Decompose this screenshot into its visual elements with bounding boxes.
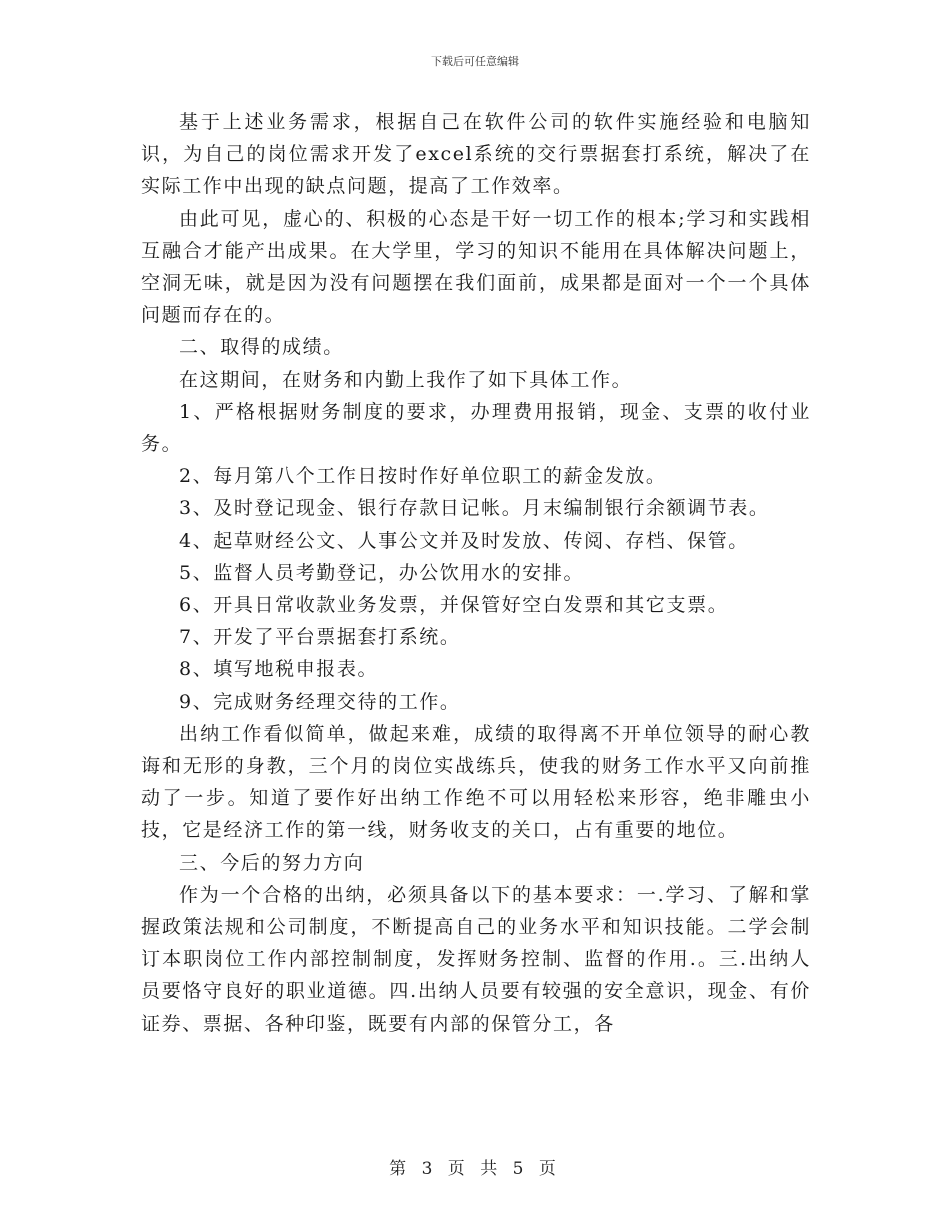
page-header: 下载后可任意编辑 [431, 55, 519, 68]
paragraph-cashier-reflection: 出纳工作看似简单，做起来难，成绩的取得离不开单位领导的耐心教诲和无形的身教，三个月的岗位实战练兵，使我的财务工作水平又向前推动了一步。知道了要作好出纳工作绝不可以用轻松来形容，绝非雕虫小技，它是经济工作的第一线，财务收支的关口，占有重要的地位。 [141, 722, 811, 842]
list-item: 9、完成财务经理交待的工作。 [179, 690, 461, 713]
list-item: 5、监督人员考勤登记，办公饮用水的安排。 [179, 561, 585, 584]
paragraph-work-intro: 在这期间，在财务和内勤上我作了如下具体工作。 [179, 368, 633, 391]
section-heading-achievements: 二、取得的成绩。 [179, 336, 344, 359]
document-body [141, 106, 811, 1040]
list-item: 4、起草财经公文、人事公文并及时发放、传阅、存档、保管。 [179, 529, 749, 552]
section-heading-future: 三、今后的努力方向 [179, 851, 365, 874]
paragraph-requirements: 作为一个合格的出纳，必须具备以下的基本要求：一.学习、了解和掌握政策法规和公司制度，不断提高自己的业务水平和知识技能。二学会制订本职岗位工作内部控制制度，发挥财务控制、监督的作用.。三.出纳人员要恪守良好的职业道德。四.出纳人员要有较强的安全意识，现金、有价证券、票据、各种印鉴，既要有内部的保管分工，各 [141, 883, 811, 1035]
paragraph-software-system: 基于上述业务需求，根据自己在软件公司的软件实施经验和电脑知识，为自己的岗位需求开发了excel系统的交行票据套打系统，解决了在实际工作中出现的缺点问题，提高了工作效率。 [141, 111, 811, 198]
list-item: 2、每月第八个工作日按时作好单位职工的薪金发放。 [179, 465, 667, 488]
list-item: 3、及时登记现金、银行存款日记帐。月末编制银行余额调节表。 [179, 497, 770, 520]
page-footer: 第 3 页 共 5 页 [389, 1159, 561, 1179]
list-item: 6、开具日常收款业务发票，并保管好空白发票和其它支票。 [179, 594, 729, 617]
list-item: 1、严格根据财务制度的要求，办理费用报销，现金、支票的收付业务。 [141, 400, 811, 456]
list-item: 7、开发了平台票据套打系统。 [179, 626, 461, 649]
paragraph-attitude: 由此可见，虚心的、积极的心态是干好一切工作的根本;学习和实践相互融合才能产出成果。在大学里，学习的知识不能用在具体解决问题上，空洞无味，就是因为没有问题摆在我们面前，成果都是面对一个一个具体问题而存在的。 [141, 207, 811, 327]
list-item: 8、填写地税申报表。 [179, 658, 379, 681]
